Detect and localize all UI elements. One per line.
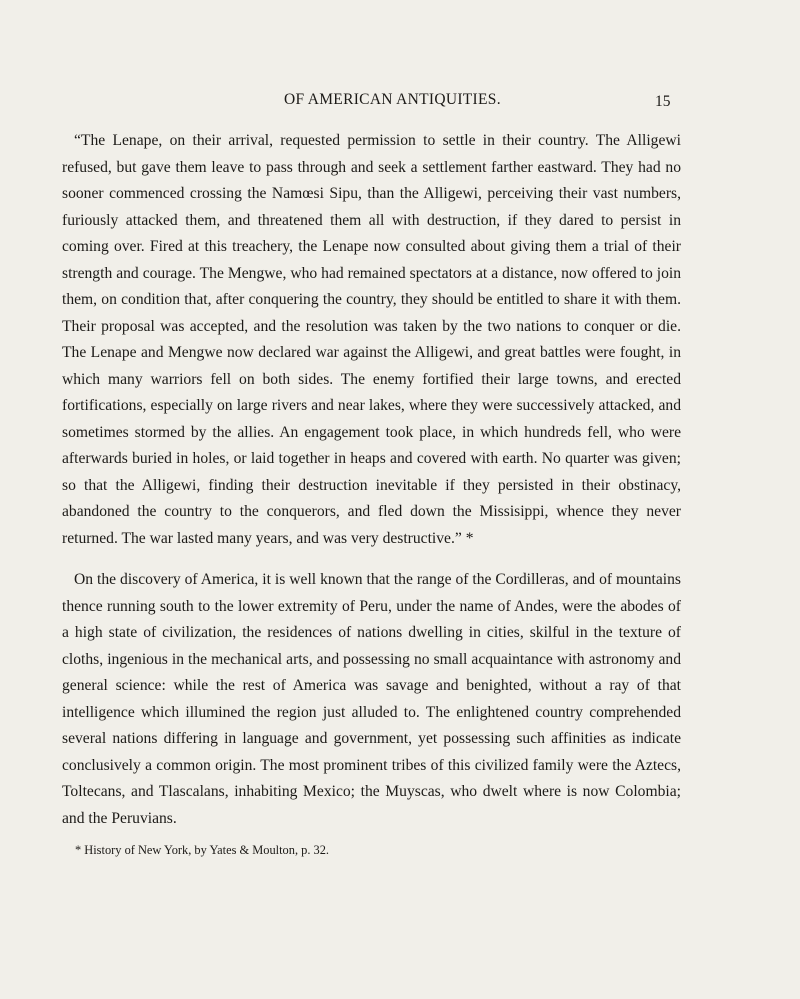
page-number: 15 (655, 93, 671, 110)
footnote: * History of New York, by Yates & Moulton, p. 32. (75, 843, 330, 857)
paragraph-civilization-andes: On the discovery of America, it is well known that the range of the Cordilleras, and of mountains thence running south to the lower extremity of Peru, under the name of Andes, were the abodes of a high state of civilization, the residences of nations dwelling in cities, skilful in the texture of cloths, ingenious in the mechanical arts, and possessing no small acquaintance with astronomy and general science: while the rest of America was savage and benighted, without a ray of that intelligence which illumined the region just alluded to. The enlightened country comprehended several nations differing in language and government, yet possessing such affinities as indicate conclusively a common origin. The most prominent tribes of this civilized family were the Aztecs, Toltecans, and Tlascalans, inhabiting Mexico; the Muyscas, who dwelt where is now Colombia; and the Peruvians. (62, 571, 681, 827)
paragraph-quote-lenape: “The Lenape, on their arrival, requested permission to settle in their country. The Alligewi refused, but gave them leave to pass through and seek a settlement farther eastward. They had no sooner commenced crossing the Namœsi Sipu, than the Alligewi, perceiving their vast numbers, furiously attacked them, and threatened them all with destruction, if they dared to persist in coming over. Fired at this treachery, the Lenape now consulted about giving them a trial of their strength and courage. The Mengwe, who had remained spectators at a distance, now offered to join them, on condition that, after conquering the country, they should be entitled to share it with them. Their proposal was accepted, and the resolution was taken by the two nations to conquer or die. The Lenape and Mengwe now declared war against the Alligewi, and great battles were fought, in which many warriors fell on both sides. The enemy fortified their large towns, and erected fortifications, especially on large rivers and near lakes, where they were successively attacked, and sometimes stormed by the allies. An engagement took place, in which hundreds fell, who were afterwards buried in holes, or laid together in heaps and covered with earth. No quarter was given; so that the Alligewi, finding their destruction inevitable if they persisted in their obstinacy, abandoned the country to the conquerors, and fled down the Missisippi, whence they never returned. The war lasted many years, and was very destructive.” * (62, 132, 681, 547)
running-head: OF AMERICAN ANTIQUITIES. (284, 91, 501, 108)
